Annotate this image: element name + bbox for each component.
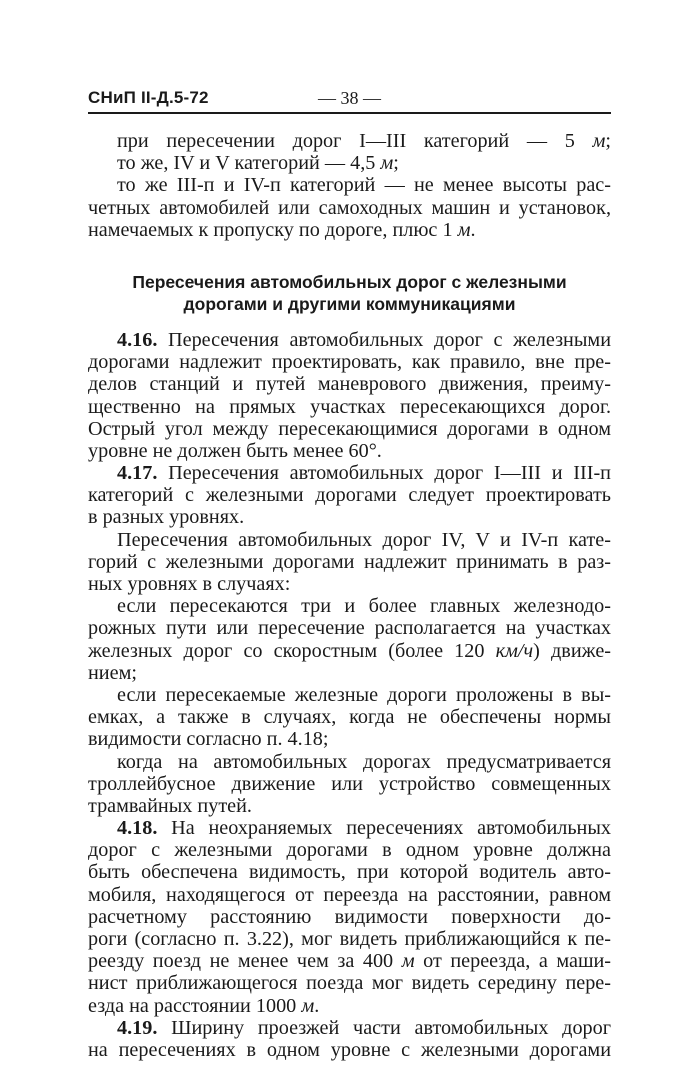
text-line: быть обеспечена видимость, при которой водитель авто-	[88, 861, 611, 884]
text-line: дорог с железными дорогами в одном уровне должна	[88, 839, 611, 862]
text-line: ных уровнях в случаях:	[88, 573, 291, 595]
text-line: четных автомобилей или самоходных машин и установок,	[88, 196, 611, 219]
text-line: Острый угол между пересекающимися дорогами в одном	[88, 417, 611, 440]
text-line: при пересечении дорог I—III категорий — 5 м;	[117, 130, 611, 152]
text-line: емках, а также в случаях, когда не обеспечены нормы	[88, 706, 611, 729]
clause-4-16	[88, 329, 611, 462]
text-line: езда на расстоянии 1000 м.	[88, 994, 320, 1017]
text-line: на пересечениях в одном уровне с железными дорогами	[88, 1038, 611, 1061]
page-number: — 38 —	[318, 88, 381, 108]
text-line: 4.18. На неохраняемых пересечениях автомобильных	[117, 817, 612, 840]
clause-number: 4.17.	[117, 462, 158, 485]
text-line: мобиля, находящегося от переезда на расстоянии, равном	[88, 883, 611, 906]
text-line: 4.17. Пересечения автомобильных дорог I—III и III-п	[117, 462, 611, 485]
text-line: намечаемых к пропуску по дороге, плюс 1 м.	[88, 218, 476, 241]
text-line: делов станций и путей маневрового движения, преиму-	[88, 373, 611, 396]
text-line: 4.16. Пересечения автомобильных дорог с железными	[117, 328, 611, 351]
clause-4-18	[88, 817, 611, 1017]
document-code: СНиП II-Д.5-72	[88, 88, 209, 107]
text-line: когда на автомобильных дорогах предусматривается	[117, 750, 611, 773]
text-line: 4.19. Ширину проезжей части автомобильных дорог	[117, 1016, 612, 1039]
text-line: Пересечения автомобильных дорог IV, V и IV-п кате-	[117, 528, 611, 551]
document-body	[88, 130, 611, 1061]
intro-paragraph	[88, 130, 611, 241]
text-line: рожных пути или пересечение располагается на участках	[88, 617, 611, 640]
text-line: щественно на прямых участках пересекающихся дорог.	[88, 395, 611, 418]
text-line: нист приближающегося поезда мог видеть середину пере-	[88, 972, 611, 995]
text-line: роги (согласно п. 3.22), мог видеть приближающийся к пе-	[88, 928, 611, 950]
text-line: видимости согласно п. 4.18;	[88, 728, 329, 751]
clause-number: 4.19.	[117, 1016, 158, 1039]
text-line: категорий с железными дорогами следует проектировать	[88, 484, 611, 507]
section-heading: Пересечения автомобильных дорог с железными дорогами и другими коммуникациями	[132, 271, 567, 314]
text-line: железных дорог со скоростным (более 120 км/ч) движе-	[88, 639, 611, 662]
text-line: троллейбусное движение или устройство совмещенных	[88, 772, 611, 795]
clause-4-17	[88, 462, 611, 817]
text-line: в разных уровнях.	[88, 506, 245, 529]
clause-number: 4.16.	[117, 328, 158, 351]
text-line: горий с железными дорогами надлежит принимать в раз-	[88, 550, 611, 573]
text-line: реезду поезд не менее чем за 400 м от переезда, а маши-	[88, 950, 612, 973]
text-line: если пересекаемые железные дороги проложены в вы-	[117, 683, 611, 706]
text-line: расчетному расстоянию видимости поверхности до-	[88, 905, 611, 928]
text-line: уровне не должен быть менее 60°.	[88, 439, 382, 462]
text-line: нием;	[88, 661, 137, 684]
text-line: то же III-п и IV-п категорий — не менее высоты рас-	[117, 174, 611, 197]
clause-number: 4.18.	[117, 817, 158, 840]
clause-4-19	[88, 1017, 611, 1061]
page-header	[88, 88, 611, 114]
text-line: если пересекаются три и более главных железнодо-	[117, 595, 611, 618]
text-line: трамвайных путей.	[88, 794, 252, 817]
text-line: дорогами надлежит проектировать, как правило, вне пре-	[88, 351, 611, 374]
text-line: то же, IV и V категорий — 4,5 м;	[117, 152, 399, 175]
